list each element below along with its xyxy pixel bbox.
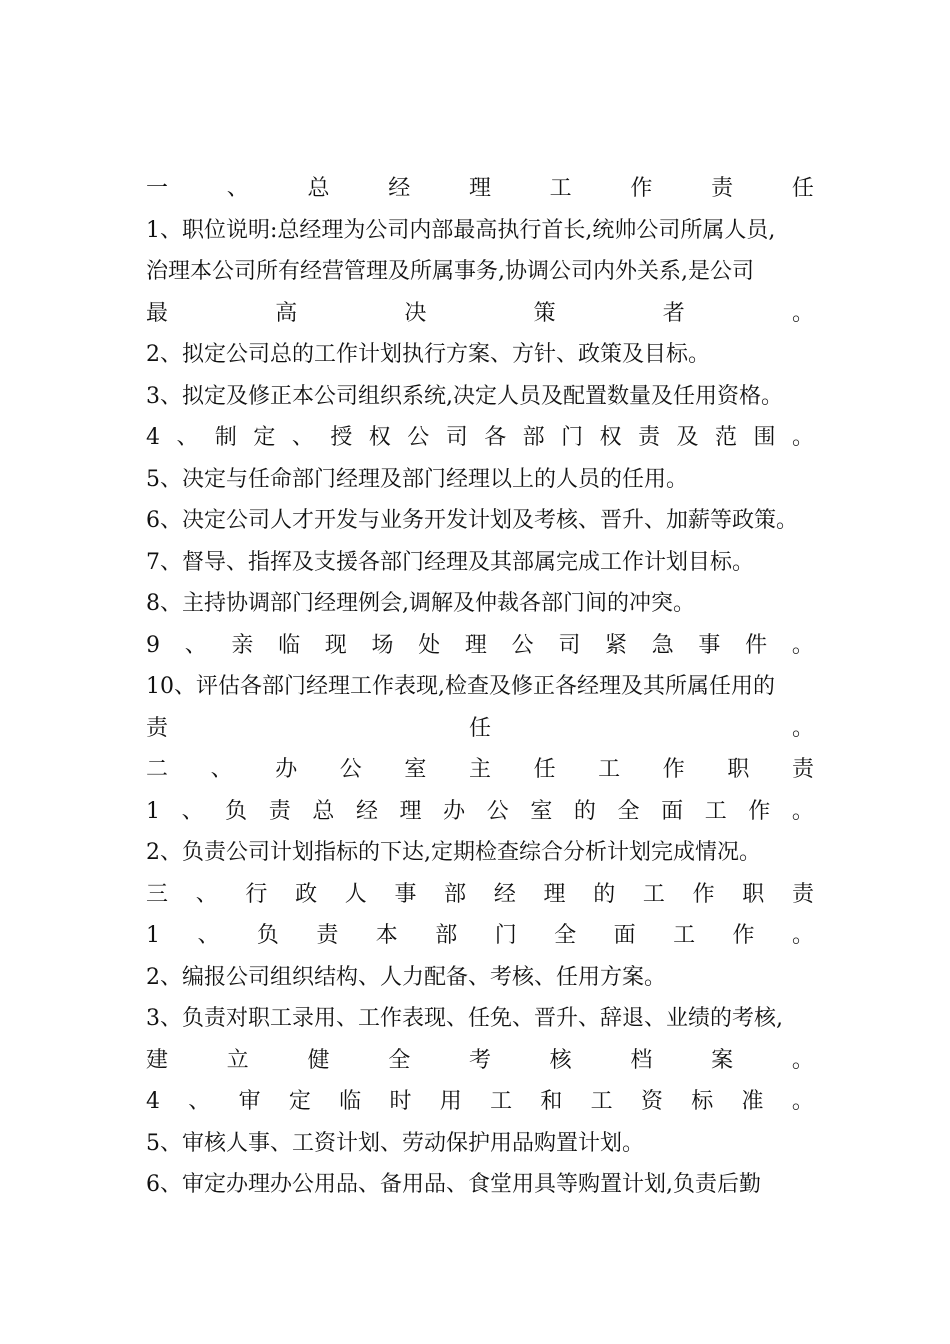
heading-hr-manager: 三 、 行 政 人 事 部 经 理 的 工 作 职 责: [146, 881, 814, 907]
paragraph-line: 最 高 决 策 者 。: [146, 300, 814, 326]
paragraph-line: 6、决定公司人才开发与业务开发计划及考核、晋升、加薪等政策。: [146, 508, 798, 533]
paragraph-line: 2、负责公司计划指标的下达,定期检查综合分析计划完成情况。: [146, 840, 761, 865]
paragraph-line: 1 、 负 责 总 经 理 办 公 室 的 全 面 工 作 。: [146, 798, 814, 824]
paragraph-line: 2、编报公司组织结构、人力配备、考核、任用方案。: [146, 964, 666, 990]
paragraph-line: 1 、 负 责 本 部 门 全 面 工 作 。: [146, 923, 814, 948]
paragraph-line: 5、决定与任命部门经理及部门经理以上的人员的任用。: [146, 466, 688, 492]
paragraph-line: 建 立 健 全 考 核 档 案 。: [146, 1047, 814, 1073]
paragraph-line: 6、审定办理办公用品、备用品、食堂用具等购置计划,负责后勤: [146, 1172, 761, 1197]
paragraph-line: 10、评估各部门经理工作表现,检查及修正各经理及其所属任用的: [146, 674, 775, 699]
paragraph-line: 3、负责对职工录用、工作表现、任免、晋升、辞退、业绩的考核,: [146, 1006, 783, 1031]
paragraph-line: 8、主持协调部门经理例会,调解及仲裁各部门间的冲突。: [146, 591, 695, 616]
document-body: [146, 168, 814, 1206]
paragraph-line: 9 、 亲 临 现 场 处 理 公 司 紧 急 事 件 。: [146, 632, 814, 658]
heading-general-manager: 一 、 总 经 理 工 作 责 任: [146, 176, 814, 201]
paragraph-line: 治理本公司所有经营管理及所属事务,协调公司内外关系,是公司: [146, 259, 754, 284]
paragraph-line: 3、拟定及修正本公司组织系统,决定人员及配置数量及任用资格。: [146, 383, 783, 409]
heading-office-director: 二 、 办 公 室 主 任 工 作 职 责: [146, 757, 814, 782]
paragraph-line: 5、审核人事、工资计划、劳动保护用品购置计划。: [146, 1130, 644, 1156]
paragraph-line: 4 、 制 定 、 授 权 公 司 各 部 门 权 责 及 范 围 。: [146, 425, 814, 450]
paragraph-line: 2、拟定公司总的工作计划执行方案、方针、政策及目标。: [146, 342, 710, 367]
paragraph-line: 责 任 。: [146, 715, 814, 741]
paragraph-line: 7、督导、指挥及支援各部门经理及其部属完成工作计划目标。: [146, 549, 754, 575]
paragraph-line: 4 、 审 定 临 时 用 工 和 工 资 标 准 。: [146, 1089, 814, 1114]
paragraph-line: 1、职位说明:总经理为公司内部最高执行首长,统帅公司所属人员,: [146, 217, 776, 243]
